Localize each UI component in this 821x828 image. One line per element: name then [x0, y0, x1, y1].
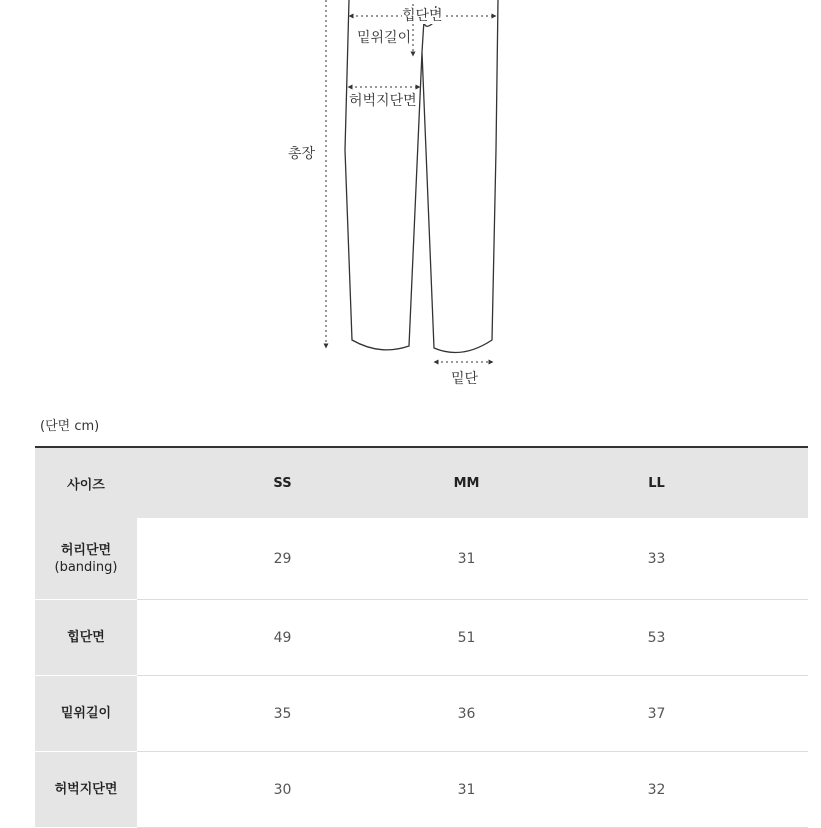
table-row [35, 600, 808, 676]
thigh-label: 허벅지단면 [349, 93, 417, 109]
header-ss: SS [137, 447, 428, 518]
table-cell: 36 [428, 676, 505, 752]
row-label-waist [35, 518, 137, 600]
table-cell: 31 [428, 518, 505, 600]
pants-outline-shape [345, 0, 498, 353]
table-cell: 37 [505, 676, 808, 752]
table-cell: 51 [428, 600, 505, 676]
row-label-hip: 힙단면 [35, 600, 137, 676]
row-sublabel: (banding) [54, 559, 118, 575]
table-row [35, 676, 808, 752]
table-row [35, 518, 808, 600]
hem-label: 밑단 [451, 371, 479, 387]
table-cell: 33 [505, 518, 808, 600]
size-table [35, 446, 808, 828]
pants-measurement-diagram [0, 0, 821, 400]
pants-outline [0, 0, 821, 400]
rise-label: 밑위길이 [357, 30, 412, 46]
row-label-thigh: 허벅지단면 [35, 752, 137, 828]
table-cell: 31 [428, 752, 505, 828]
row-label-rise: 밑위길이 [35, 676, 137, 752]
row-label: 허리단면 [60, 542, 112, 558]
table-cell: 29 [137, 518, 428, 600]
length-label: 총장 [288, 146, 316, 162]
header-ll: LL [505, 447, 808, 518]
header-size: 사이즈 [35, 447, 137, 518]
table-cell: 30 [137, 752, 428, 828]
table-cell: 32 [505, 752, 808, 828]
table-cell: 53 [505, 600, 808, 676]
hip-label: 힙단면 [402, 8, 443, 24]
header-mm: MM [428, 447, 505, 518]
table-cell: 49 [137, 600, 428, 676]
table-row [35, 752, 808, 828]
unit-note: (단면 cm) [40, 419, 100, 434]
table-cell: 35 [137, 676, 428, 752]
table-header-row [35, 447, 808, 518]
